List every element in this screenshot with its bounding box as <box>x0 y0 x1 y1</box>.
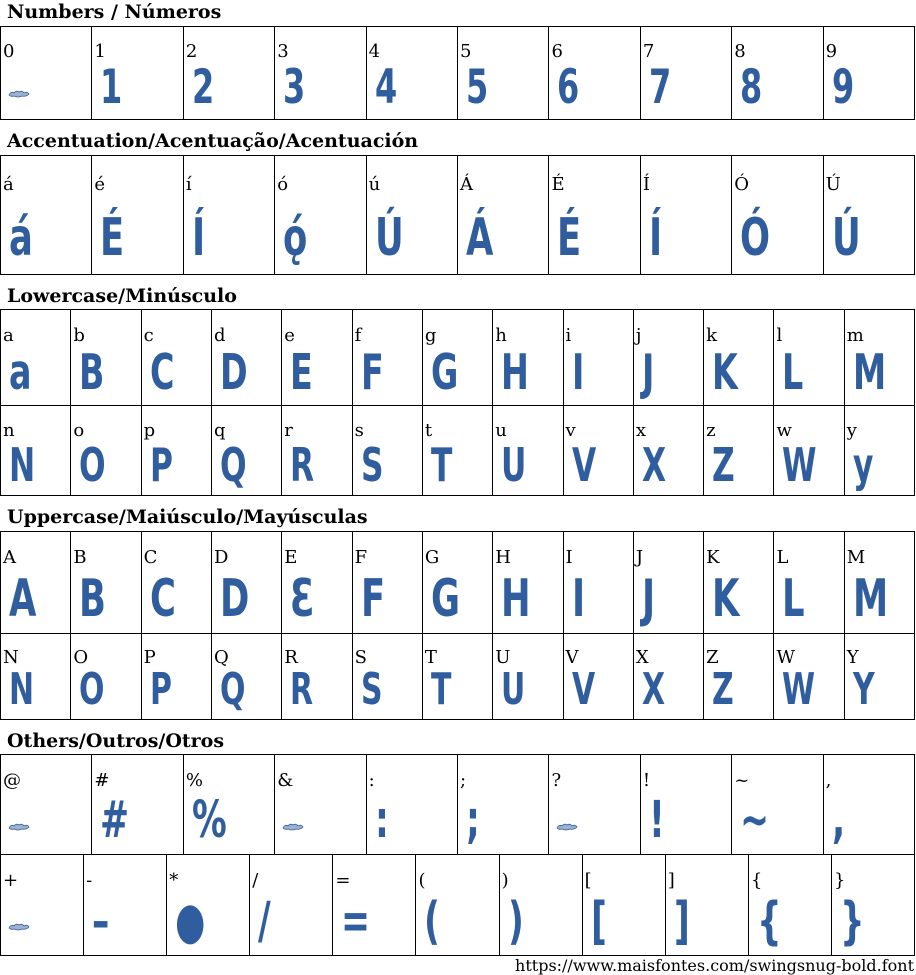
glyph-cell <box>212 634 282 719</box>
glyph-sample: F <box>360 344 384 401</box>
glyph-sample: K <box>712 344 738 401</box>
character-label: R <box>284 647 298 668</box>
glyph-cell <box>282 310 352 405</box>
glyph-sample: Ó <box>740 208 771 268</box>
glyph-sample: ! <box>648 791 665 850</box>
glyph-sample: ) <box>507 892 524 951</box>
glyph-sample: Q <box>219 664 246 715</box>
character-label: P <box>143 647 156 668</box>
glyph-sample: / <box>258 892 271 951</box>
glyph-sample: M <box>852 344 886 401</box>
character-label: V <box>565 647 579 668</box>
glyph-sample: % <box>191 791 227 850</box>
glyph-cell <box>367 755 458 854</box>
glyph-sample: 6 <box>557 60 580 115</box>
glyph-cell <box>666 855 749 955</box>
glyph-cell <box>184 156 275 274</box>
glyph-cell <box>71 310 141 405</box>
section-title-accents: Accentuation/Acentuação/Acentuación <box>7 130 419 152</box>
character-label: # <box>94 770 110 791</box>
glyph-sample: H <box>501 569 531 629</box>
glyph-cell <box>184 27 275 119</box>
glyph-cell <box>634 406 704 495</box>
glyph-sample: P <box>149 438 173 492</box>
glyph-sample: Á <box>466 208 494 268</box>
glyph-sample: Z <box>712 664 734 715</box>
glyph-sample: Z <box>712 438 735 492</box>
character-label: 5 <box>460 41 472 62</box>
character-label: 8 <box>734 41 746 62</box>
character-label: J <box>635 547 644 568</box>
glyph-cell <box>549 755 640 854</box>
glyph-sample: O <box>79 438 106 492</box>
glyph-sample: O <box>79 664 105 715</box>
character-label: z <box>706 420 716 441</box>
glyph-cell <box>458 27 549 119</box>
glyph-sample: Ú <box>831 208 861 268</box>
glyph-row-uppercase-2 <box>0 633 915 720</box>
glyph-cell <box>774 310 844 405</box>
character-label: 0 <box>3 41 15 62</box>
character-label: f <box>354 325 362 346</box>
glyph-sample: á <box>9 208 33 268</box>
section-title-lowercase: Lowercase/Minúsculo <box>7 285 237 307</box>
glyph-sample: = <box>341 892 371 951</box>
glyph-sample: R <box>290 438 315 492</box>
character-label: x <box>635 420 646 441</box>
glyph-row-others-2 <box>0 854 915 956</box>
missing-glyph-icon <box>8 89 30 98</box>
character-label: 6 <box>551 41 563 62</box>
character-label: í <box>185 174 192 195</box>
character-label: j <box>635 325 642 346</box>
glyph-sample: ǫ́ <box>283 208 308 268</box>
glyph-cell <box>84 855 167 955</box>
glyph-cell <box>353 310 423 405</box>
glyph-cell <box>333 855 416 955</box>
glyph-sample: D <box>219 344 248 401</box>
glyph-cell <box>367 27 458 119</box>
glyph-cell <box>282 406 352 495</box>
glyph-sample: [ <box>590 892 607 951</box>
character-label: A <box>3 547 16 568</box>
glyph-sample: – <box>92 892 110 951</box>
character-label: X <box>635 647 649 668</box>
character-label: l <box>776 325 783 346</box>
character-label: ; <box>460 770 467 791</box>
character-label: ? <box>551 770 562 791</box>
glyph-cell <box>704 310 774 405</box>
glyph-sample: P <box>149 664 172 715</box>
glyph-row-numbers <box>0 26 915 120</box>
character-label: U <box>495 647 511 668</box>
glyph-sample: S <box>360 438 384 492</box>
glyph-cell <box>212 406 282 495</box>
glyph-cell <box>142 634 212 719</box>
glyph-cell <box>275 27 366 119</box>
character-label: * <box>169 870 179 891</box>
glyph-sample: U <box>501 438 527 492</box>
glyph-sample: a <box>9 344 32 401</box>
glyph-sample: ~ <box>740 791 770 850</box>
glyph-sample: F <box>360 569 385 629</box>
glyph-cell <box>832 855 915 955</box>
glyph-row-lowercase-1 <box>0 309 915 406</box>
glyph-sample: V <box>571 438 596 492</box>
glyph-cell <box>1 855 84 955</box>
character-label: d <box>213 325 226 346</box>
character-label: 7 <box>642 41 655 62</box>
glyph-sample: Y <box>852 664 875 715</box>
glyph-cell <box>500 855 583 955</box>
glyph-cell <box>845 634 915 719</box>
character-label: c <box>143 325 154 346</box>
glyph-cell <box>634 310 704 405</box>
glyph-row-accents <box>0 155 915 275</box>
glyph-cell <box>416 855 499 955</box>
character-label: % <box>185 770 203 791</box>
glyph-sample: U <box>501 664 526 715</box>
glyph-cell <box>774 532 844 633</box>
glyph-sample: : <box>374 791 389 850</box>
glyph-cell <box>92 156 183 274</box>
glyph-cell <box>282 634 352 719</box>
character-label: : <box>368 770 375 791</box>
glyph-sample: 2 <box>191 60 215 115</box>
character-label: Y <box>846 647 859 668</box>
glyph-sample: N <box>9 438 36 492</box>
glyph-sample: J <box>641 344 655 401</box>
character-label: E <box>284 547 298 568</box>
glyph-cell <box>142 310 212 405</box>
glyph-cell <box>275 755 366 854</box>
glyph-sample: 4 <box>374 60 397 115</box>
glyph-sample: X <box>641 664 665 715</box>
glyph-cell <box>845 310 915 405</box>
glyph-sample: D <box>219 569 250 629</box>
character-label: k <box>706 325 718 346</box>
glyph-sample: B <box>79 344 105 401</box>
glyph-cell <box>564 406 634 495</box>
character-label: u <box>495 420 507 441</box>
glyph-cell <box>564 310 634 405</box>
character-label: ú <box>368 174 381 195</box>
glyph-row-lowercase-2 <box>0 405 915 496</box>
glyph-sample: É <box>100 208 125 268</box>
character-label: ) <box>501 870 509 891</box>
glyph-cell <box>1 406 71 495</box>
glyph-sample: B <box>79 569 107 629</box>
character-label: a <box>3 325 14 346</box>
glyph-sample: ( <box>424 892 441 951</box>
glyph-sample: H <box>501 344 530 401</box>
glyph-cell <box>353 406 423 495</box>
character-label: 9 <box>825 41 838 62</box>
character-label: o <box>73 420 85 441</box>
character-label: g <box>424 325 437 346</box>
character-label: , <box>825 770 832 791</box>
glyph-sample: { <box>756 892 782 951</box>
glyph-cell <box>250 855 333 955</box>
glyph-cell <box>493 634 563 719</box>
glyph-sample: , <box>831 791 845 850</box>
character-label: [ <box>584 870 592 891</box>
glyph-sample: Ɛ <box>290 569 315 629</box>
character-label: ( <box>418 870 426 891</box>
character-label: 2 <box>185 41 198 62</box>
glyph-cell <box>212 532 282 633</box>
character-label: n <box>3 420 15 441</box>
glyph-sample: } <box>839 892 865 951</box>
glyph-sample: S <box>360 664 383 715</box>
character-label: á <box>3 174 14 195</box>
character-label: Q <box>213 647 229 668</box>
glyph-cell <box>634 532 704 633</box>
glyph-cell <box>1 156 92 274</box>
glyph-cell <box>353 532 423 633</box>
glyph-cell <box>92 755 183 854</box>
glyph-sample: J <box>641 569 655 629</box>
character-label: 4 <box>368 41 381 62</box>
glyph-cell <box>92 27 183 119</box>
glyph-sample: X <box>641 438 666 492</box>
glyph-sample: V <box>571 664 595 715</box>
character-label: @ <box>3 770 21 791</box>
glyph-cell <box>1 310 71 405</box>
glyph-sample: 5 <box>466 60 489 115</box>
glyph-cell <box>1 634 71 719</box>
glyph-sample: ] <box>673 892 690 951</box>
glyph-cell <box>774 634 844 719</box>
character-label: Í <box>642 174 650 195</box>
glyph-sample: K <box>712 569 740 629</box>
character-label: W <box>776 647 795 668</box>
glyph-cell <box>845 406 915 495</box>
character-label: T <box>424 647 437 668</box>
glyph-cell <box>564 532 634 633</box>
character-label: O <box>73 647 89 668</box>
glyph-cell <box>423 532 493 633</box>
character-label: } <box>833 870 846 891</box>
missing-glyph-icon <box>8 922 30 931</box>
glyph-cell <box>732 755 823 854</box>
glyph-cell <box>641 156 732 274</box>
character-label: C <box>143 547 158 568</box>
character-label: G <box>424 547 440 568</box>
character-label: I <box>565 547 573 568</box>
character-label: + <box>3 870 19 891</box>
glyph-cell <box>184 755 275 854</box>
glyph-cell <box>423 634 493 719</box>
character-label: M <box>846 547 866 568</box>
glyph-cell <box>367 156 458 274</box>
glyph-cell <box>704 532 774 633</box>
character-label: / <box>252 870 259 891</box>
glyph-cell <box>142 532 212 633</box>
character-label: N <box>3 647 19 668</box>
glyph-sample: M <box>852 569 888 629</box>
glyph-cell <box>641 27 732 119</box>
glyph-sample: Í <box>191 208 205 268</box>
glyph-sample: Q <box>219 438 247 492</box>
glyph-sample: T <box>430 664 452 715</box>
glyph-cell <box>282 532 352 633</box>
character-label: ! <box>642 770 651 791</box>
character-label: Ó <box>734 174 750 195</box>
glyph-cell <box>583 855 666 955</box>
character-label: S <box>354 647 367 668</box>
character-label: ] <box>667 870 675 891</box>
glyph-sample: G <box>430 344 459 401</box>
glyph-cell <box>749 855 832 955</box>
glyph-sample: A <box>9 569 37 629</box>
character-label: p <box>143 420 156 441</box>
glyph-cell <box>549 156 640 274</box>
glyph-cell <box>493 310 563 405</box>
character-label: K <box>706 547 720 568</box>
character-label: w <box>776 420 792 441</box>
character-label: y <box>846 420 857 441</box>
glyph-cell <box>167 855 250 955</box>
glyph-cell <box>71 634 141 719</box>
character-label: D <box>213 547 229 568</box>
glyph-cell <box>704 634 774 719</box>
character-label: & <box>277 770 294 791</box>
glyph-cell <box>732 27 823 119</box>
glyph-sample: É <box>557 208 582 268</box>
glyph-sample: 9 <box>831 60 854 115</box>
glyph-cell <box>71 532 141 633</box>
glyph-sample: y <box>852 438 874 492</box>
glyph-cell <box>1 532 71 633</box>
character-label: É <box>551 174 565 195</box>
character-label: L <box>776 547 789 568</box>
glyph-sample: ; <box>466 791 480 850</box>
character-label: s <box>354 420 364 441</box>
character-label: B <box>73 547 87 568</box>
character-label: ~ <box>734 770 750 791</box>
glyph-cell <box>353 634 423 719</box>
section-title-others: Others/Outros/Otros <box>7 730 225 752</box>
character-label: ó <box>277 174 289 195</box>
glyph-cell <box>634 634 704 719</box>
character-label: é <box>94 174 106 195</box>
character-label: m <box>846 325 864 346</box>
glyph-sample: C <box>149 344 175 401</box>
character-label: 1 <box>94 41 106 62</box>
glyph-sample: I <box>571 344 584 401</box>
glyph-cell <box>641 755 732 854</box>
character-label: Á <box>460 174 474 195</box>
character-label: 3 <box>277 41 289 62</box>
missing-glyph-icon <box>282 822 304 831</box>
glyph-cell <box>549 27 640 119</box>
glyph-sample: W <box>782 438 817 492</box>
glyph-cell <box>458 156 549 274</box>
glyph-sample: # <box>100 791 130 850</box>
glyph-cell <box>824 755 915 854</box>
glyph-sample: T <box>430 438 453 492</box>
character-label: { <box>750 870 763 891</box>
glyph-sample: Ú <box>374 208 404 268</box>
character-label: H <box>495 547 511 568</box>
character-label: F <box>354 547 368 568</box>
glyph-sample: R <box>290 664 314 715</box>
glyph-sample: 7 <box>648 60 672 115</box>
character-label: Ú <box>825 174 841 195</box>
glyph-cell <box>704 406 774 495</box>
character-label: - <box>86 870 93 891</box>
glyph-sample: 3 <box>283 60 306 115</box>
glyph-cell <box>824 27 915 119</box>
glyph-cell <box>212 310 282 405</box>
glyph-row-uppercase-1 <box>0 531 915 634</box>
glyph-cell <box>275 156 366 274</box>
section-title-uppercase: Uppercase/Maiúsculo/Mayúsculas <box>7 506 368 528</box>
glyph-cell <box>824 156 915 274</box>
glyph-cell <box>1 755 92 854</box>
glyph-cell <box>423 310 493 405</box>
glyph-sample: N <box>9 664 35 715</box>
glyph-sample: C <box>149 569 176 629</box>
glyph-sample: L <box>782 344 804 401</box>
character-label: q <box>213 420 226 441</box>
glyph-cell <box>423 406 493 495</box>
glyph-sample: ● <box>175 892 206 951</box>
glyph-sample: 1 <box>100 60 123 115</box>
character-label: = <box>335 870 351 891</box>
glyph-cell <box>845 532 915 633</box>
glyph-cell <box>732 156 823 274</box>
glyph-cell <box>493 532 563 633</box>
glyph-cell <box>1 27 92 119</box>
missing-glyph-icon <box>556 822 578 831</box>
source-url[interactable]: https://www.maisfontes.com/swingsnug-bold.font <box>515 956 914 975</box>
glyph-cell <box>564 634 634 719</box>
glyph-sample: I <box>571 569 585 629</box>
character-label: t <box>424 420 433 441</box>
character-label: e <box>284 325 295 346</box>
glyph-cell <box>774 406 844 495</box>
character-label: v <box>565 420 576 441</box>
glyph-sample: E <box>290 344 314 401</box>
missing-glyph-icon <box>8 822 30 831</box>
glyph-sample: L <box>782 569 805 629</box>
glyph-sample: W <box>782 664 816 715</box>
character-label: h <box>495 325 507 346</box>
glyph-sample: 8 <box>740 60 763 115</box>
character-label: Z <box>706 647 719 668</box>
character-label: b <box>73 325 85 346</box>
character-label: r <box>284 420 293 441</box>
glyph-row-others-1 <box>0 754 915 855</box>
glyph-sample: Í <box>648 208 663 268</box>
glyph-sample: G <box>430 569 460 629</box>
glyph-cell <box>142 406 212 495</box>
glyph-cell <box>493 406 563 495</box>
character-label: i <box>565 325 572 346</box>
glyph-cell <box>71 406 141 495</box>
section-title-numbers: Numbers / Números <box>7 1 222 23</box>
glyph-cell <box>458 755 549 854</box>
